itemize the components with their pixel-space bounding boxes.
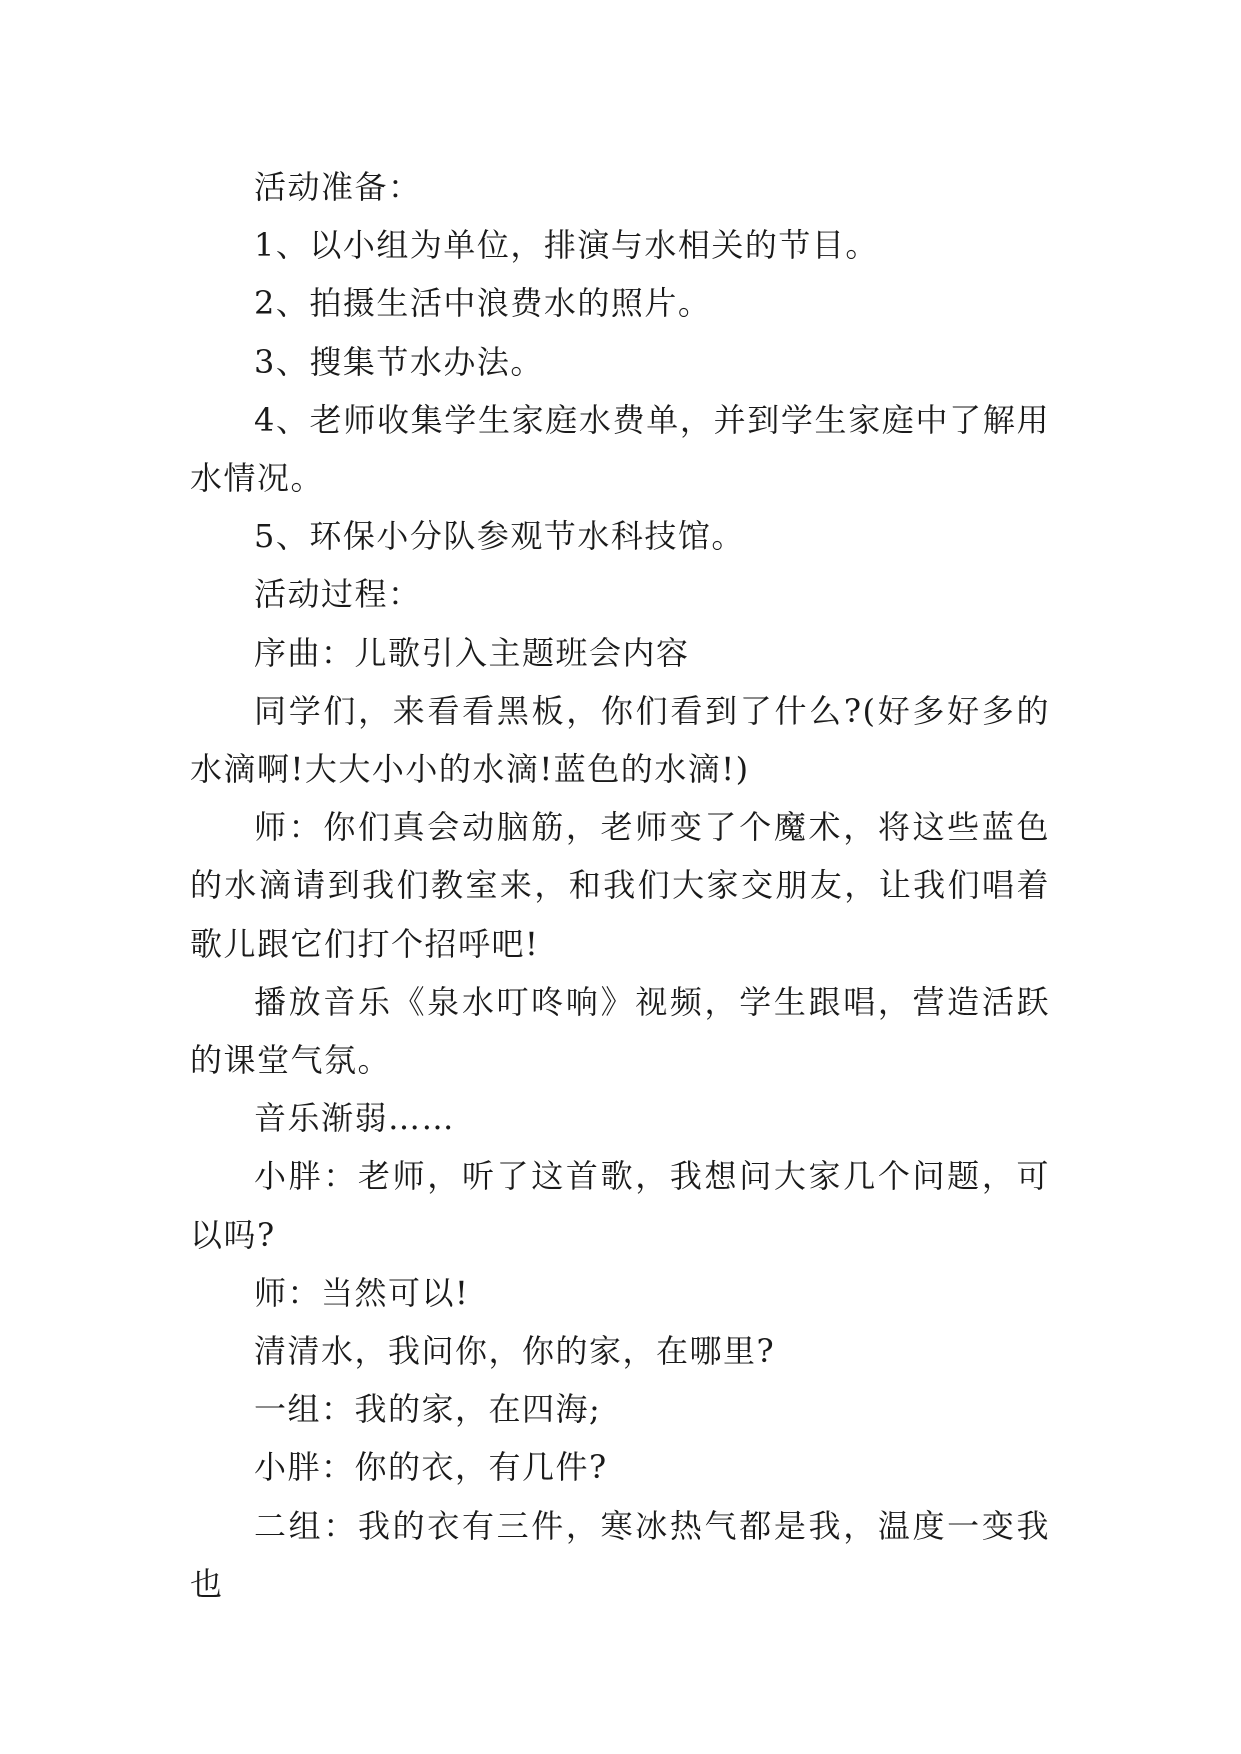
section-heading-preparation: 活动准备： [254,168,422,206]
paragraph: 二组：我的衣有三件，寒冰热气都是我，温度一变我也 [190,1506,1050,1603]
list-item: 5、环保小分队参观节水科技馆。 [254,517,745,556]
paragraph: 师：当然可以! [254,1273,470,1312]
paragraph: 播放音乐《泉水叮咚响》视频，学生跟唱，营造活跃的课堂气氛。 [190,982,1050,1080]
paragraph: 一组：我的家，在四海; [254,1390,602,1429]
section-heading-process: 活动过程： [254,575,422,614]
list-item: 3、搜集节水办法。 [254,342,544,381]
list-item: 4、老师收集学生家庭水费单，并到学生家庭中了解用水情况。 [190,400,1050,498]
paragraph: 同学们，来看看黑板，你们看到了什么?(好多好多的水滴啊!大大小小的水滴!蓝色的水滴!) [190,691,1050,789]
paragraph: 清清水，我问你，你的家，在哪里? [254,1332,776,1371]
paragraph: 小胖：老师，听了这首歌，我想问大家几个问题，可以吗? [190,1157,1050,1254]
paragraph: 师：你们真会动脑筋，老师变了个魔术，将这些蓝色的水滴请到我们教室来，和我们大家交朋友，让我们唱着歌儿跟它们打个招呼吧! [190,808,1050,963]
list-item: 2、拍摄生活中浪费水的照片。 [254,284,712,323]
document-body [190,158,1050,1613]
paragraph: 序曲：儿歌引入主题班会内容 [254,633,690,672]
list-item: 1、以小组为单位，排演与水相关的节目。 [254,226,879,265]
paragraph: 音乐渐弱…… [254,1099,456,1138]
paragraph: 小胖：你的衣，有几件? [254,1448,608,1487]
